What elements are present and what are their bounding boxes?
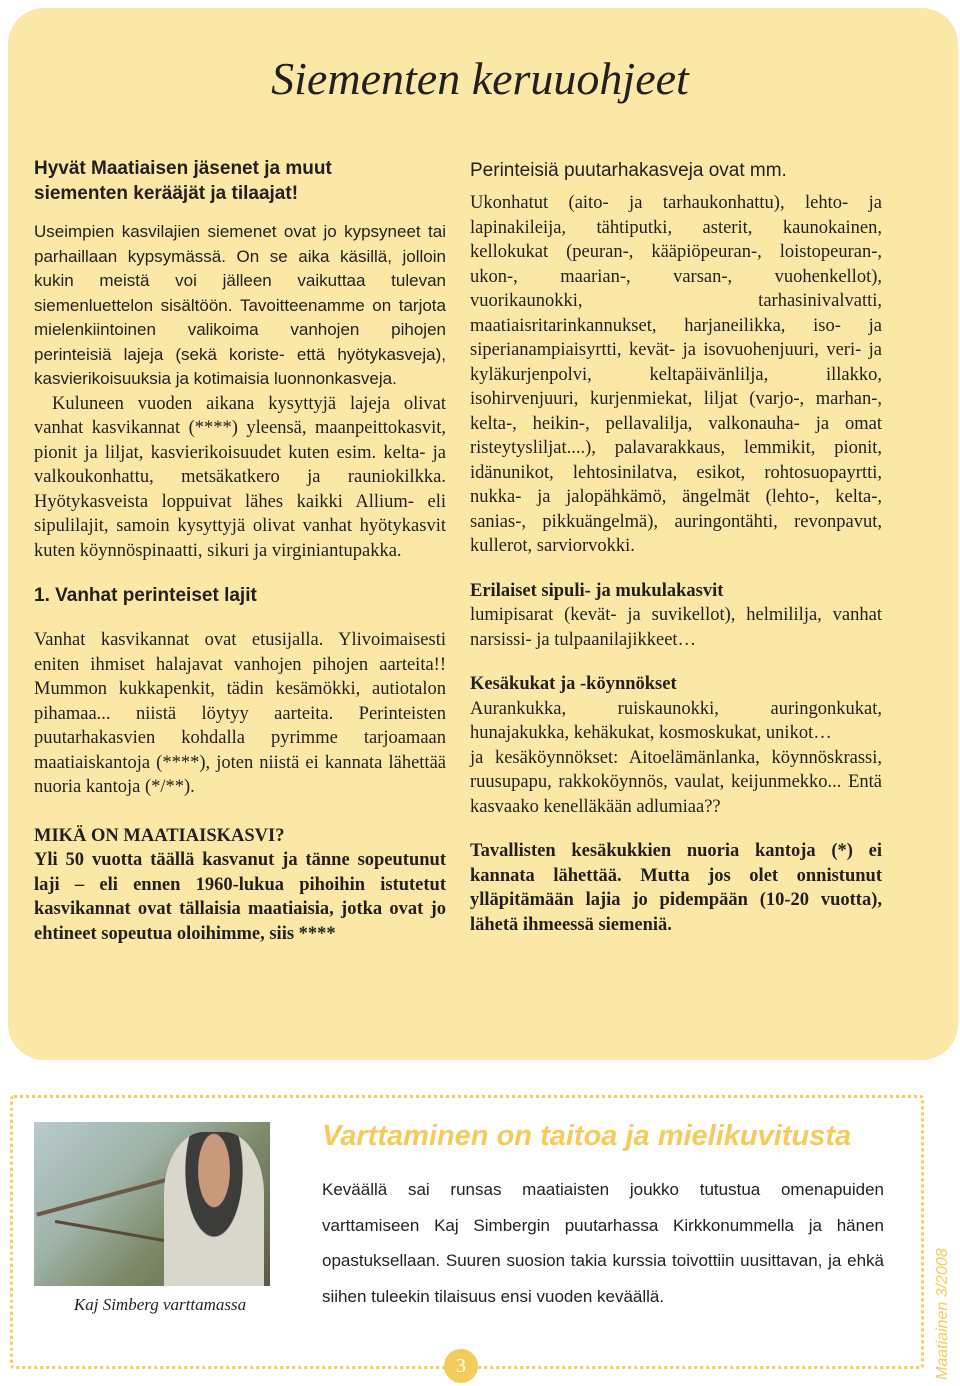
bulbs-heading: Erilaiset sipuli- ja mukulakasvit (470, 580, 724, 601)
question-answer: Yli 50 vuotta täällä kasvanut ja tänne sopeutunut laji – eli ennen 1960-lukua pihoihin istutetut kasvikannat ovat tällaisia maatiaisia, jotka ovat jo ehtineet sopeutua oloihimme, siis **** (34, 850, 446, 944)
issue-label: Maatiainen 3/2008 (934, 1248, 951, 1380)
photo-caption: Kaj Simberg varttamassa (34, 1288, 286, 1322)
page-number: 3 (444, 1349, 478, 1383)
old-varieties-paragraph: Vanhat kasvikannat ovat etusijalla. Ylivoimaisesti eniten ihmiset halajavat vanhojen pihojen aarteita!! Mummon kukkapenkit, tädin kesämökki, autiotalon pihamaa... niistä löytyy aarteita. Perinteisten puutarhakasvien kohdalla pyrimme tarjoamaan maatiaiskantoja (****), joten niistä ei kannata lähettää nuoria kantoja (*/**). (34, 630, 446, 797)
right-column (470, 158, 882, 937)
young-strains-note: Tavallisten kesäkukkien nuoria kantoja (*) ei kannata lähettää. Mutta jos olet onnistunut ylläpitämään lajia jo pidempään (10-20 vuotta), lähetä ihmeessä siemeniä. (470, 841, 882, 935)
greeting-line-2: siementen kerääjät ja tilaajat! (34, 183, 299, 204)
intro-sentence: Useimpien kasvilajien siemenet ovat jo kypsyneet tai parhaillaan kypsymässä. On se aika käsillä, jolloin kukin meistä voi jälleen vaikuttaa tulevan siemenluettelon sisältöön. (34, 222, 446, 315)
box-subtitle: Varttaminen on taitoa ja mielikuvitusta (322, 1120, 852, 1152)
question-heading: MIKÄ ON MAATIAISKASVI? (34, 825, 285, 846)
right-heading: Perinteisiä puutarhakasveja ovat mm. (470, 160, 787, 181)
left-column (34, 156, 446, 946)
summer-flowers-paragraph: Aurankukka, ruiskaunokki, auringonkukat, hunajakukka, kehäkukat, kosmoskukat, unikot… (470, 698, 882, 743)
demand-paragraph: Kuluneen vuoden aikana kysyttyjä lajeja olivat vanhat kasvikannat (****) yleensä, maanpeittokasvit, pionit ja liljat, kasvierikoisuudet kuten esim. kelta- ja valkoukonhattu, metsäkatkero ja rauniokilkka. Hyötykasveista loppuivat lähes kaikki Allium- eli sipulilajit, samoin kysyttyjä olivat vanhat hyötykasvit kuten köynnöspinaatti, sikuri ja virginiantupakka. (34, 393, 446, 561)
climbers-paragraph: ja kesäköynnökset: Aitoelämänlanka, köynnöskrassi, ruusupapu, rakkoköynnös, vaulat, keijunmekko... Entä kasvaako kenelläkään adlumiaa?? (470, 747, 882, 817)
person-figure (164, 1132, 264, 1286)
section-heading: 1. Vanhat perinteiset lajit (34, 585, 257, 606)
grafting-photo (34, 1122, 270, 1286)
greeting-line-1: Hyvät Maatiaisen jäsenet ja muut (34, 158, 332, 179)
intro-paragraph (34, 220, 446, 392)
bulbs-paragraph: lumipisarat (kevät- ja suvikellot), helmililja, vanhat narsissi- ja tulpaanilajikkeet… (470, 605, 882, 650)
summer-heading: Kesäkukat ja -köynnökset (470, 674, 677, 694)
box-text: Keväällä sai runsas maatiaisten joukko tutustua omenapuiden varttamiseen Kaj Simbergin puutarhassa Kirkkonummella ja hänen opastuksellaan. Suuren suosion takia kurssia toivottiin uusittavan, ja ehkä siihen tuleekin tilaisuus ensi vuoden keväällä. (322, 1180, 884, 1306)
goal-sentence: Tavoitteenamme on tarjota mielenkiintoinen valikoima vanhojen pihojen perinteisiä lajeja (sekä koriste- että hyötykasveja), kasvierikoisuuksia ja kotimaisia luonnonkasveja. (34, 295, 446, 388)
plant-list-paragraph: Ukonhatut (aito- ja tarhaukonhattu), lehto- ja lapinakileija, tähtiputki, asterit, kaunokainen, kellokukat (peuran-, kääpiöpeuran-, loistopeuran-, ukon-, maarian-, varsan-, vuohenkellot), vuorikaunokki, tarhasinivalvatti, maatiaisritarinkannukset, harjaneilikka, iso- ja siperianampiaisyrtti, kevät- ja isovuohenjuuri, veri- ja kyläkurjenpolvi, keltapäivänlilja, illakko, isohirvenjuuri, kurjenmiekat, liljat (varjo-, marhan-, kelta-, heikin-, pellavalilja, valkonauha- ja omat risteytysliljat....), palavarakkaus, lemmikit, pionit, idänunikot, lehtosinilatva, esikot, rohtosuopayrtti, nukka- ja jalopähkämö, ängelmät (lehto-, kelta-, sanias-, pikkuängelmä), auringontähti, revonpavut, kullerot, sarviorvokki. (470, 193, 882, 556)
page-title: Siementen keruuohjeet (271, 53, 689, 104)
